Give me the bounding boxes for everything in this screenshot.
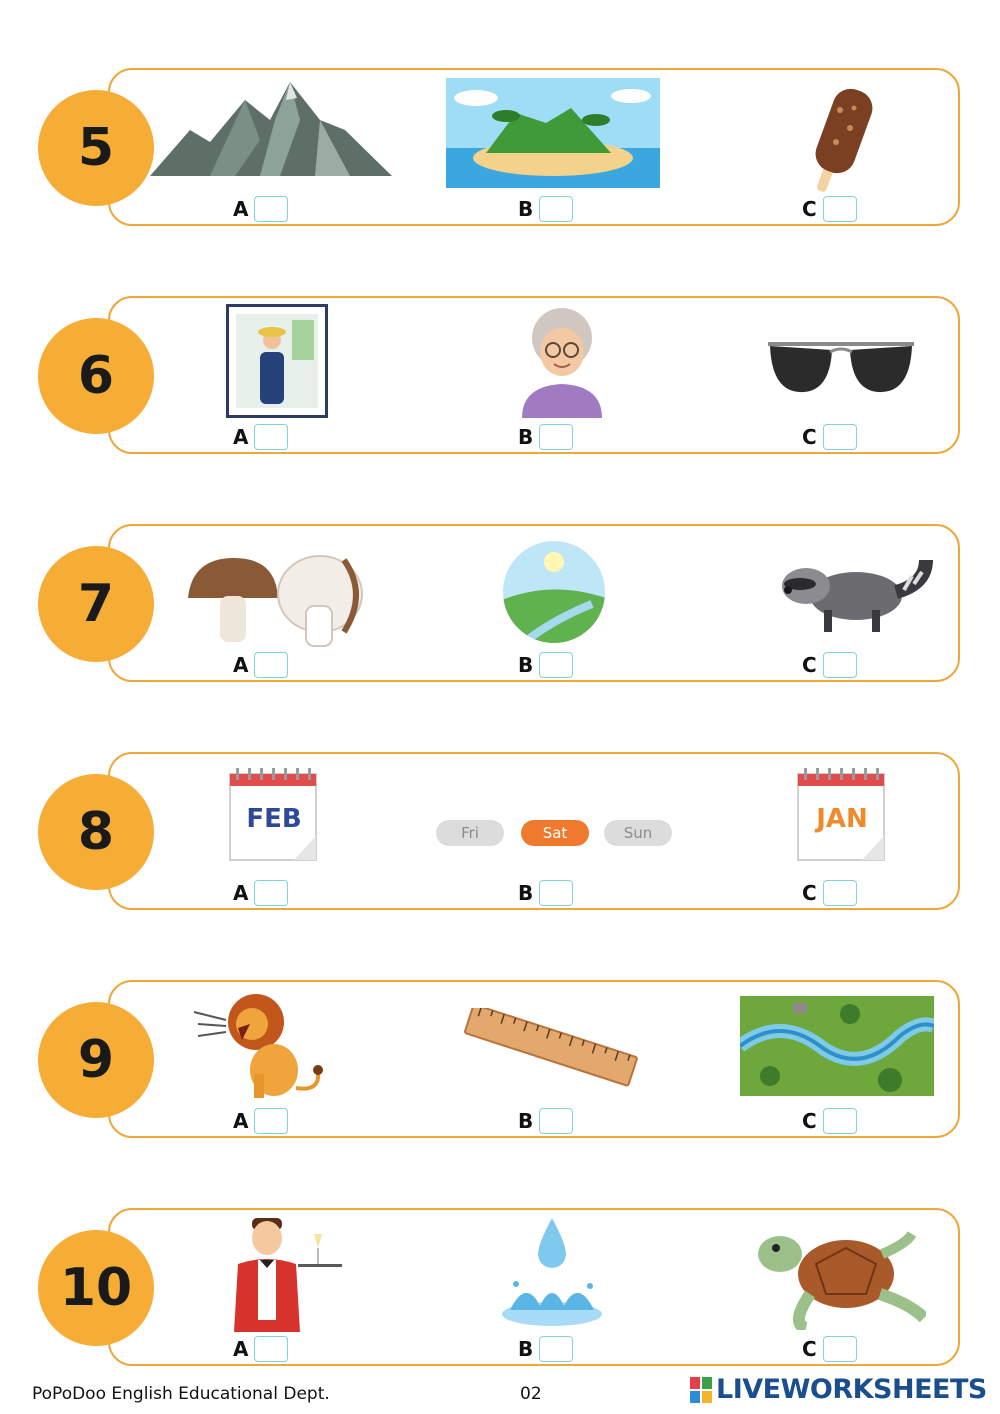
question-5 (0, 68, 1000, 230)
liveworksheets-logo (690, 1374, 987, 1405)
answer-box-a[interactable] (254, 1336, 288, 1362)
raccoon-image (776, 554, 934, 634)
tropical-island-image (446, 78, 660, 188)
calendar-feb-image (228, 766, 320, 862)
answer-box-b[interactable] (539, 424, 573, 450)
option-b: B (518, 1108, 573, 1134)
question-number: 6 (38, 318, 154, 434)
river-map-image (740, 996, 934, 1096)
portrait-picture-image (226, 304, 328, 418)
answer-box-b[interactable] (539, 880, 573, 906)
roaring-lion-image (192, 988, 332, 1100)
liveworksheets-icon (690, 1377, 712, 1403)
option-c: C (802, 196, 857, 222)
question-number: 8 (38, 774, 154, 890)
option-c: C (802, 1336, 857, 1362)
calendar-month-label: JAN (816, 804, 868, 834)
option-a: A (233, 196, 288, 222)
water-drop-image (496, 1214, 608, 1330)
ruler-image (460, 1008, 640, 1088)
sea-turtle-image (750, 1224, 926, 1330)
answer-box-b[interactable] (539, 196, 573, 222)
option-c: C (802, 880, 857, 906)
question-8 (0, 752, 1000, 914)
day-pill-fri: Fri (436, 820, 504, 846)
question-9 (0, 980, 1000, 1142)
ice-cream-bar-image (806, 80, 886, 192)
option-c: C (802, 652, 857, 678)
option-a: A (233, 424, 288, 450)
publisher-text: PoPoDoo English Educational Dept. (32, 1384, 330, 1404)
question-number: 5 (38, 90, 154, 206)
answer-box-a[interactable] (254, 424, 288, 450)
liveworksheets-wordmark: LIVEWORKSHEETS (716, 1374, 987, 1405)
answer-box-c[interactable] (823, 652, 857, 678)
question-10 (0, 1208, 1000, 1370)
answer-box-c[interactable] (823, 196, 857, 222)
day-pill-sat: Sat (521, 820, 589, 846)
question-7 (0, 524, 1000, 686)
option-a: A (233, 1108, 288, 1134)
option-b: B (518, 652, 573, 678)
answer-box-c[interactable] (823, 1336, 857, 1362)
question-number: 9 (38, 1002, 154, 1118)
answer-box-a[interactable] (254, 1108, 288, 1134)
option-b: B (518, 1336, 573, 1362)
answer-box-c[interactable] (823, 424, 857, 450)
answer-box-b[interactable] (539, 1108, 573, 1134)
calendar-jan-image (796, 766, 888, 862)
sunglasses-image (764, 334, 918, 400)
calendar-month-label: FEB (246, 804, 302, 834)
answer-box-a[interactable] (254, 880, 288, 906)
answer-box-c[interactable] (823, 880, 857, 906)
day-pill-sun: Sun (604, 820, 672, 846)
answer-box-a[interactable] (254, 652, 288, 678)
option-c: C (802, 424, 857, 450)
answer-box-c[interactable] (823, 1108, 857, 1134)
option-b: B (518, 196, 573, 222)
option-b: B (518, 424, 573, 450)
grandmother-image (512, 306, 612, 418)
option-a: A (233, 1336, 288, 1362)
page-number: 02 (520, 1384, 542, 1404)
answer-box-b[interactable] (539, 652, 573, 678)
sunny-meadow-image (502, 540, 606, 644)
option-a: A (233, 880, 288, 906)
answer-box-b[interactable] (539, 1336, 573, 1362)
answer-box-a[interactable] (254, 196, 288, 222)
option-c: C (802, 1108, 857, 1134)
option-b: B (518, 880, 573, 906)
question-6 (0, 296, 1000, 458)
option-a: A (233, 652, 288, 678)
mushrooms-image (184, 554, 368, 648)
question-number: 7 (38, 546, 154, 662)
question-number: 10 (38, 1230, 154, 1346)
waiter-image (218, 1214, 344, 1332)
mountains-image (150, 80, 392, 176)
